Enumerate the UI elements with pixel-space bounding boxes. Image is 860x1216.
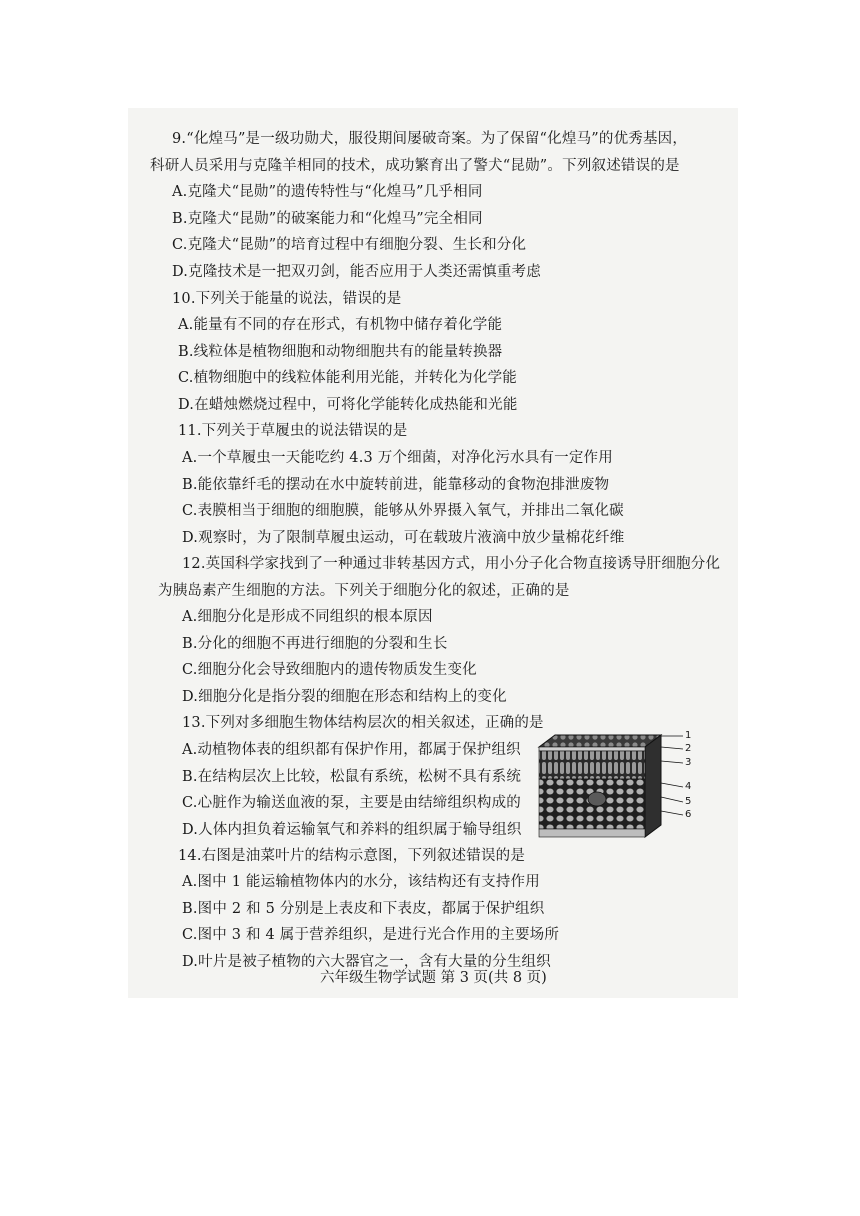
text-line: A.动植物体表的组织都有保护作用，都属于保护组织: [182, 742, 521, 758]
text-line: 10.下列关于能量的说法，错误的是: [172, 291, 402, 307]
text-line: D.在蜡烛燃烧过程中，可将化学能转化成热能和光能: [178, 397, 518, 413]
figure-label-5: 5: [685, 796, 692, 807]
text-line: 9.“化煌马”是一级功勋犬，服役期间屡破奇案。为了保留“化煌马”的优秀基因，: [172, 131, 688, 147]
figure-label-4: 4: [685, 781, 692, 792]
text-line: B.克隆犬“昆勋”的破案能力和“化煌马”完全相同: [172, 211, 483, 227]
text-line: C.克隆犬“昆勋”的培育过程中有细胞分裂、生长和分化: [172, 237, 527, 253]
text-line: C.图中 3 和 4 属于营养组织，是进行光合作用的主要场所: [182, 927, 560, 943]
text-line: D.人体内担负着运输氧气和养料的组织属于输导组织: [182, 822, 522, 838]
text-line: 13.下列对多细胞生物体结构层次的相关叙述，正确的是: [182, 715, 544, 731]
figure-label-2: 2: [685, 743, 692, 754]
text-line: A.一个草履虫一天能吃约 4.3 万个细菌，对净化污水具有一定作用: [182, 450, 613, 466]
text-line: 科研人员采用与克隆羊相同的技术，成功繁育出了警犬“昆勋”。下列叙述错误的是: [150, 158, 680, 174]
text-line: D.克隆技术是一把双刃剑，能否应用于人类还需慎重考虑: [172, 264, 541, 280]
text-line: B.在结构层次上比较，松鼠有系统，松树不具有系统: [182, 769, 522, 785]
figure-label-1: 1: [685, 730, 692, 741]
text-line: B.图中 2 和 5 分别是上表皮和下表皮，都属于保护组织: [182, 901, 545, 917]
text-line: D.叶片是被子植物的六大器官之一，含有大量的分生组织: [182, 954, 551, 970]
text-line: B.分化的细胞不再进行细胞的分裂和生长: [182, 636, 448, 652]
page-footer: 六年级生物学试题 第 3 页(共 8 页): [320, 970, 547, 986]
text-line: 14.右图是油菜叶片的结构示意图，下列叙述错误的是: [178, 848, 526, 864]
figure-label-3: 3: [685, 757, 692, 768]
text-line: A.克隆犬“昆勋”的遗传特性与“化煌马”几乎相同: [172, 184, 483, 200]
text-line: A.细胞分化是形成不同组织的根本原因: [182, 609, 433, 625]
text-line: 11.下列关于草履虫的说法错误的是: [178, 423, 408, 439]
text-line: B.能依靠纤毛的摆动在水中旋转前进，能靠移动的食物泡排泄废物: [182, 477, 610, 493]
text-line: C.表膜相当于细胞的细胞膜，能够从外界摄入氧气，并排出二氧化碳: [182, 503, 624, 519]
text-line: C.心脏作为输送血液的泵，主要是由结缔组织构成的: [182, 795, 521, 811]
text-line: D.细胞分化是指分裂的细胞在形态和结构上的变化: [182, 689, 507, 705]
text-line: 12.英国科学家找到了一种通过非转基因方式，用小分子化合物直接诱导肝细胞分化: [182, 556, 721, 572]
leaf-structure-figure: [535, 730, 695, 843]
figure-label-6: 6: [685, 809, 692, 820]
text-line: B.线粒体是植物细胞和动物细胞共有的能量转换器: [178, 344, 503, 360]
text-line: A.图中 1 能运输植物体内的水分，该结构还有支持作用: [182, 874, 540, 890]
text-line: D.观察时，为了限制草履虫运动，可在载玻片液滴中放少量棉花纤维: [182, 530, 625, 546]
text-line: C.细胞分化会导致细胞内的遗传物质发生变化: [182, 662, 477, 678]
text-line: A.能量有不同的存在形式，有机物中储存着化学能: [178, 317, 503, 333]
text-line: C.植物细胞中的线粒体能利用光能，并转化为化学能: [178, 370, 517, 386]
text-line: 为胰岛素产生细胞的方法。下列关于细胞分化的叙述，正确的是: [158, 583, 570, 599]
leaf-cross-section-image: [535, 730, 695, 843]
